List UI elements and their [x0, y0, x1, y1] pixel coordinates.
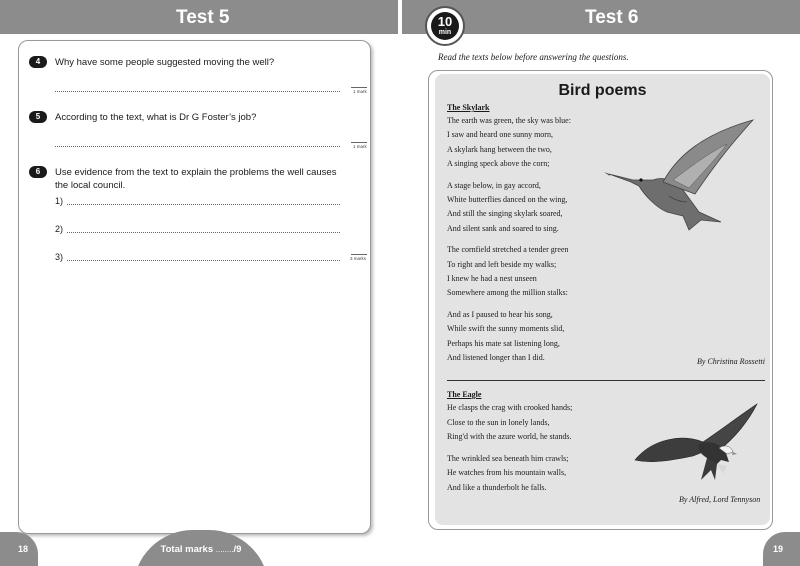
sub-answer-label: 1): [55, 196, 64, 206]
answer-line[interactable]: [55, 146, 340, 147]
sub-answer-label: 3): [55, 252, 64, 262]
skylark-illustration-icon: [603, 116, 763, 246]
left-page-title: Test 5: [176, 7, 230, 28]
marks-label: 1 mark: [353, 144, 367, 149]
poem-line: He watches from his mountain walls,: [447, 468, 567, 477]
poem-line: To right and left beside my walks;: [447, 259, 557, 269]
questions-panel: [18, 40, 371, 534]
poem-line: And like a thunderbolt he falls.: [447, 482, 547, 492]
instruction-text: Read the texts below before answering the questions.: [438, 52, 629, 62]
marks-box-line: [351, 142, 367, 143]
timer-unit: min: [438, 29, 452, 36]
poem-title-skylark: The Skylark: [447, 103, 490, 112]
question-text: Why have some people suggested moving the well?: [55, 57, 275, 68]
poem-line: I knew he had a nest unseen: [447, 274, 537, 283]
answer-line[interactable]: [55, 91, 340, 92]
poem-line: And still the singing skylark soared,: [447, 209, 563, 219]
poem-line: Somewhere among the million stalks:: [447, 288, 568, 298]
poem-line: The earth was green, the sky was blue:: [447, 116, 571, 125]
answer-line[interactable]: [67, 260, 340, 261]
page-number-text: 19: [773, 544, 784, 554]
page-number-text: 18: [18, 544, 29, 554]
question-number-badge: 6: [29, 166, 47, 178]
left-page-number: [0, 532, 38, 566]
poem-line: The cornfield stretched a tender green: [447, 245, 569, 255]
poems-heading: Bird poems: [558, 82, 647, 99]
poems-panel: [428, 70, 773, 530]
total-marks-label: Total marks: [160, 544, 214, 555]
total-marks-dots: ........: [215, 545, 234, 554]
poem-line: And listened longer than I did.: [447, 353, 545, 362]
poem-line: And silent sank and soared to sing.: [447, 223, 559, 233]
eagle-illustration-icon: [633, 400, 763, 490]
question-text: According to the text, what is Dr G Foster’s job?: [55, 112, 257, 123]
poem-author: By Alfred, Lord Tennyson: [679, 495, 761, 504]
question-text: Use evidence from the text to explain the problems the well causes the local council.: [55, 167, 337, 191]
poem-line: The wrinkled sea beneath him crawls;: [447, 453, 569, 463]
marks-label: 1 mark: [353, 89, 367, 94]
poem-line: Ring'd with the azure world, he stands.: [447, 432, 572, 441]
answer-line[interactable]: [67, 204, 340, 205]
sub-answer-label: 2): [55, 224, 64, 234]
marks-box-line: [351, 87, 367, 88]
poems-panel-inner: [435, 74, 770, 525]
poem-line: White butterflies danced on the wing,: [447, 195, 568, 204]
question-number-badge: 5: [29, 111, 47, 123]
poem-line: And as I paused to hear his song,: [447, 310, 553, 320]
poem-line: Close to the sun in lonely lands,: [447, 417, 550, 427]
poem-line: He clasps the crag with crooked hands;: [447, 403, 573, 412]
poem-divider: [447, 380, 765, 381]
marks-label: 3 marks: [350, 256, 367, 261]
total-marks-tab: [133, 530, 269, 566]
timer-value: 10: [437, 14, 453, 29]
poem-line: A stage below, in gay accord,: [447, 180, 541, 190]
poem-line: A skylark hang between the two,: [447, 144, 552, 154]
poem-title-eagle: The Eagle: [447, 390, 482, 399]
right-page-number: [763, 532, 800, 566]
poem-line: While swift the sunny moments slid,: [447, 324, 565, 334]
poem-line: Perhaps his mate sat listening long,: [447, 338, 560, 348]
answer-line[interactable]: [67, 232, 340, 233]
left-header-band: [0, 0, 398, 34]
right-page-title: Test 6: [585, 7, 639, 28]
total-marks-value: /9: [233, 544, 242, 555]
poem-line: I saw and heard one sunny morn,: [447, 130, 553, 140]
marks-box-line: [351, 254, 367, 255]
poem-line: A singing speck above the corn;: [447, 158, 550, 168]
question-number-badge: 4: [29, 56, 47, 68]
timer-badge: [425, 6, 465, 46]
timer-icon: [431, 12, 459, 40]
poem-author: By Christina Rossetti: [697, 357, 765, 366]
